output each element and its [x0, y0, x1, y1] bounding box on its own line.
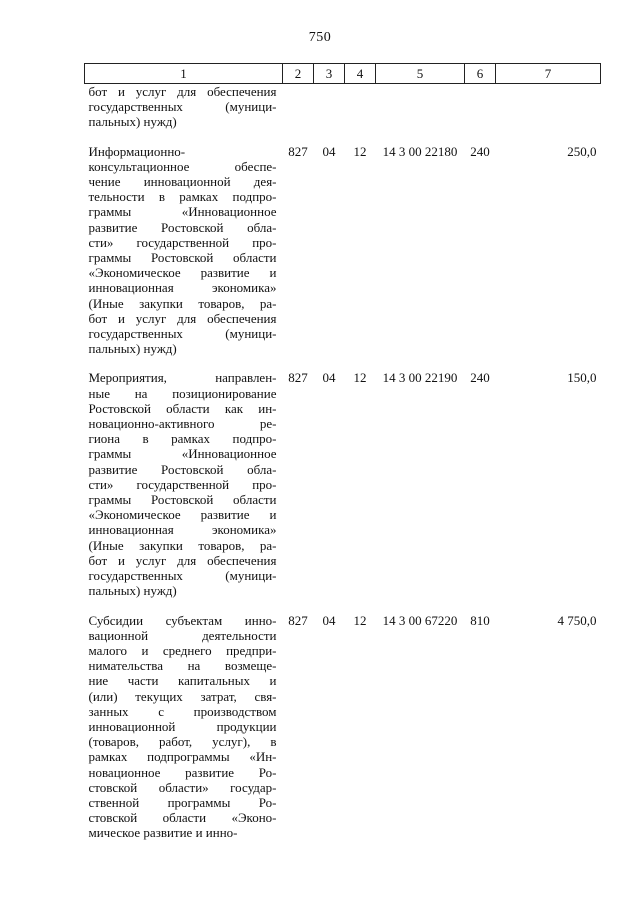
- description-line: ние части капитальных и: [88, 673, 277, 689]
- description-line: ные на позиционирование: [88, 385, 277, 401]
- row-spacer: [85, 130, 601, 144]
- description-line: малого и среднего предпри-: [88, 642, 277, 658]
- column-header: 7: [496, 64, 601, 84]
- description-line: (Иные закупки товаров, ра-: [88, 537, 277, 553]
- ministry-code-cell: [283, 84, 314, 130]
- section-code-cell: 04: [322, 370, 336, 386]
- description-line: инновационная экономика»: [88, 522, 277, 538]
- target-article-cell: 14 3 00 22180: [382, 143, 458, 159]
- description-line: инновационная экономика»: [88, 280, 277, 296]
- description-line: ственной программы Ро-: [88, 794, 277, 810]
- description-line: Субсидии субъектам инно-: [88, 612, 277, 628]
- description-line: пальных) нужд): [88, 583, 177, 599]
- column-header: 1: [85, 64, 283, 84]
- description-line: государственных (муници-: [88, 326, 277, 342]
- section-code-cell: 04: [322, 143, 336, 159]
- description-line: бот и услуг для обеспечения: [88, 84, 277, 99]
- subsection-code-cell: 12: [353, 143, 367, 159]
- ministry-code-cell: 827: [288, 143, 308, 159]
- description-line: занных с производством: [88, 703, 277, 719]
- description-line: мическое развитие и инно-: [88, 825, 238, 841]
- description-line: чение инновационной дея-: [88, 174, 277, 190]
- amount-cell: 250,0: [567, 143, 597, 159]
- table-row: [85, 84, 601, 130]
- description-line: вационной деятельности: [88, 627, 277, 643]
- description-line: граммы Ростовской области: [88, 250, 277, 266]
- table-row: [85, 370, 601, 598]
- description-line: государственных (муници-: [88, 99, 277, 115]
- description-line: нимательства на возмеще-: [88, 658, 277, 674]
- subsection-code-cell: 12: [353, 612, 367, 628]
- description-line: граммы «Инновационное: [88, 446, 277, 462]
- row-spacer-cell: [85, 356, 601, 370]
- table-row: [85, 144, 601, 357]
- description-line: новационное развитие Ро-: [88, 764, 277, 780]
- description-line: развитие Ростовской обла-: [88, 219, 277, 235]
- expense-type-cell: 240: [470, 370, 490, 386]
- target-article-cell: 14 3 00 22190: [382, 370, 458, 386]
- description-line: новационно-активного ре-: [88, 416, 277, 432]
- row-spacer-cell: [85, 130, 601, 144]
- description-line: пальных) нужд): [88, 114, 177, 130]
- description-line: (или) текущих затрат, свя-: [88, 688, 277, 704]
- page-number: 750: [308, 30, 332, 45]
- description-line: консультационное обеспе-: [88, 158, 277, 174]
- column-header: 3: [314, 64, 345, 84]
- amount-cell: [496, 84, 601, 130]
- target-article-cell: 14 3 00 67220: [382, 612, 458, 628]
- description-line: тельности в рамках подпро-: [88, 189, 277, 205]
- amount-cell: 150,0: [567, 370, 597, 386]
- description-line: рамках подпрограммы «Ин-: [88, 749, 277, 765]
- description-line: Мероприятия, направлен-: [88, 370, 277, 386]
- description-line: Информационно-: [88, 143, 186, 159]
- expense-type-cell: [465, 84, 496, 130]
- description-cell: [85, 84, 283, 130]
- section-code-cell: [314, 84, 345, 130]
- description-line: бот и услуг для обеспечения: [88, 552, 277, 568]
- description-cell: [85, 370, 283, 598]
- description-line: «Экономическое развитие и: [88, 507, 277, 523]
- amount-cell: 4 750,0: [557, 612, 597, 628]
- description-line: бот и услуг для обеспечения: [88, 310, 277, 326]
- column-header: 2: [283, 64, 314, 84]
- ministry-code-cell: 827: [288, 612, 308, 628]
- column-header: 5: [376, 64, 465, 84]
- description-line: (Иные закупки товаров, ра-: [88, 295, 277, 311]
- table-header-row: [85, 64, 601, 84]
- expense-type-cell: 240: [470, 143, 490, 159]
- description-cell: [85, 144, 283, 357]
- description-line: Ростовской области как ин-: [88, 400, 277, 416]
- row-spacer-cell: [85, 599, 601, 613]
- description-line: инновационной продукции: [88, 718, 277, 734]
- description-line: сти» государственной про-: [88, 476, 277, 492]
- description-line: развитие Ростовской обла-: [88, 461, 277, 477]
- column-header: 4: [345, 64, 376, 84]
- section-code-cell: 04: [322, 612, 336, 628]
- ministry-code-cell: 827: [288, 370, 308, 386]
- description-line: (товаров, работ, услуг), в: [88, 734, 277, 750]
- description-line: стовской области» государ-: [88, 779, 277, 795]
- description-line: «Экономическое развитие и: [88, 265, 277, 281]
- target-article-cell: [376, 84, 465, 130]
- description-line: пальных) нужд): [88, 341, 177, 357]
- column-header: 6: [465, 64, 496, 84]
- description-line: граммы Ростовской области: [88, 492, 277, 508]
- expense-type-cell: 810: [470, 612, 490, 628]
- description-cell: [85, 613, 283, 841]
- table-row: [85, 613, 601, 841]
- description-line: гиона в рамках подпро-: [88, 431, 277, 447]
- subsection-code-cell: [345, 84, 376, 130]
- budget-table: [84, 63, 601, 841]
- description-line: стовской области «Эконо-: [88, 810, 277, 826]
- description-line: граммы «Инновационное: [88, 204, 277, 220]
- row-spacer: [85, 356, 601, 370]
- subsection-code-cell: 12: [353, 370, 367, 386]
- row-spacer: [85, 599, 601, 613]
- description-line: сти» государственной про-: [88, 234, 277, 250]
- description-line: государственных (муници-: [88, 568, 277, 584]
